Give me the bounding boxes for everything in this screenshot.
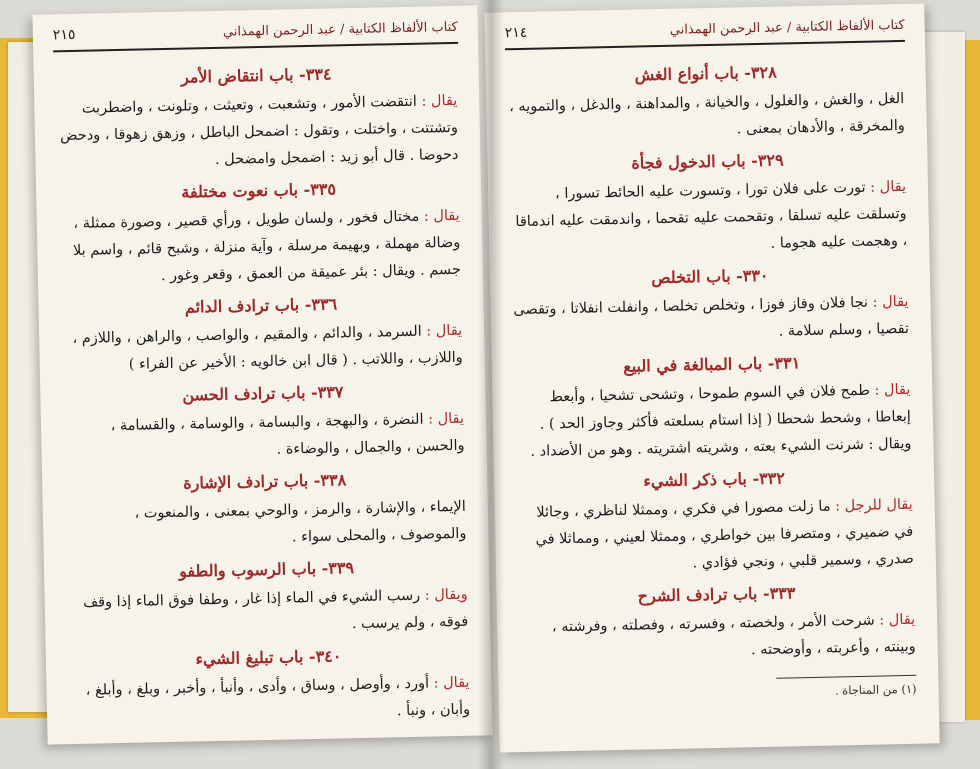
running-title: كتاب الألفاظ الكتابية / عبد الرحمن الهمذاني — [222, 19, 458, 40]
right-page-body — [507, 52, 917, 732]
section-body: النضرة ، والبهجة ، والبسامة ، والوسامة ، والقسامة ، والحسن ، والجمال ، والوضاءة . — [110, 411, 465, 458]
section-text — [519, 607, 916, 669]
left-page-body — [55, 54, 470, 724]
section-text — [517, 492, 915, 581]
section-body: مختال فخور ، ولسان طويل ، ورأي قصير ، وصورة ممثلة ، وضالة مهملة ، وبهيمة مرسلة ، وآية منزلة ، وشبح قائم ، واسم بلا جسم . ويقال : بئر عميقة من العمق ، وقعر وغور . — [72, 208, 462, 285]
section-title: ٣٣٢- باب ذكر الشيء — [643, 468, 786, 491]
section-title: ٣٤٠- باب تبليغ الشيء — [195, 646, 342, 669]
footnote-rule — [776, 675, 916, 679]
left-page — [32, 5, 492, 744]
section-lead: يقال : — [870, 178, 907, 196]
section — [516, 462, 914, 581]
section — [512, 259, 910, 351]
section-body: طمح فلان في السوم طموحا ، وتشحى تشحيا ، وأبعط إبعاطا ، وشحط شحطا ( إذا استام بسلعته فأكثر وجاوز الحد ) . ويقال : شرنت الشيء بعته ، وشريته اشتريته . وهو من الأضداد . — [530, 382, 912, 460]
section — [60, 288, 463, 380]
section-body: الإيماء ، والإشارة ، والرمز ، والوحي بمعنى ، والمنعوت ، والموصوف ، والمحلى سواء . — [134, 498, 467, 546]
section-lead: يقال : — [879, 611, 916, 629]
section-text — [514, 377, 912, 466]
right-page — [484, 3, 939, 752]
section-lead: يقال : — [427, 410, 465, 428]
section-lead: يقال : — [433, 674, 470, 692]
section-title: ٣٢٨- باب أنواع الغش — [634, 62, 777, 85]
section-lead: يقال : — [421, 92, 458, 110]
section-text — [61, 318, 463, 380]
left-page-header — [53, 16, 458, 46]
section-text — [59, 203, 462, 292]
section-title: ٣٣٣- باب ترادف الشرح — [637, 583, 796, 606]
section-body: السرمد ، والدائم ، والمقيم ، والواصب ، والراهن ، واللازم ، واللازب ، واللاتب . ( قال ابن خالويه : الأخير عن الفراء ) — [72, 323, 463, 373]
section-title: ٣٢٩- باب الدخول فجأة — [631, 150, 784, 173]
section-title: ٣٣٦- باب ترادف الدائم — [184, 294, 338, 317]
section — [55, 58, 458, 177]
book-gutter — [478, 0, 504, 769]
section-body: تورت على فلان تورا ، وتسورت عليه الحائط تسورا ، وتسلقت عليه تسلقا ، وتقحمت عليه تقحما ، واندمقت عليه اندماقا ، وهجمت عليه هجوما . — [515, 179, 908, 252]
section-title: ٣٣١- باب المبالغة في البيع — [623, 353, 801, 376]
section — [68, 640, 471, 732]
section-lead: يقال : — [872, 293, 909, 311]
section-body: انتقضت الأمور ، وتشعبت ، وتعيثت ، وتلونت ، واضطربت وتشتتت ، واختلت ، وتقول : اضمحل الباطل ، وزهق زهوقا ، ودحض دحوضا . قال أبو زيد : اضمحل وامضحل . — [59, 93, 459, 168]
section-text — [508, 86, 905, 148]
footnote: (١) من المناجاة . — [834, 681, 917, 698]
section-title: ٣٣٨- باب ترادف الإشارة — [183, 470, 347, 493]
section-text — [510, 174, 908, 263]
section-body: ما زلت مصورا في فكري ، وممثلا لناظري ، وجائلا في ضميري ، ومتصرفا بين خواطري ، وممثلا لعيني ، ومماثلا في صدري ، وسمير قلبي ، ونجي فؤادي . — [535, 498, 914, 572]
section-body: أورد ، وأوصل ، وساق ، وأدى ، وأنبأ ، وأخبر ، وبلغ ، وأبلغ ، وأبان ، ونبأ . — [85, 675, 471, 720]
section-title: ٣٣٧- باب ترادف الحسن — [182, 382, 344, 405]
running-title: كتاب الألفاظ الكتابية / عبد الرحمن الهمذاني — [669, 17, 905, 38]
section-body: نجا فلان وفاز فوزا ، وتخلص تخلصا ، وانفلت انفلاتا ، وتقصى تقصيا ، وسلم سلامة . — [513, 294, 910, 340]
right-page-header — [505, 14, 905, 44]
section-title: ٣٣٥- باب نعوت مختلفة — [181, 179, 337, 202]
section — [66, 552, 469, 644]
section-text — [56, 88, 459, 177]
section-body: شرحت الأمر ، ولخصته ، وفسرته ، وفصلته ، وفرشته ، وبينته ، وأعربته ، وأوضحته . — [551, 612, 916, 659]
section-body: الغل ، والغش ، والغلول ، والخيانة ، والمداهنة ، والدغل ، والتمويه ، والمخرقة ، والأدهان بمعنى . — [508, 90, 905, 138]
section — [64, 464, 467, 556]
section-title: ٣٣٩- باب الرسوب والطفو — [178, 558, 355, 581]
section-text — [512, 289, 909, 351]
section-text — [68, 670, 470, 732]
section-text — [65, 494, 467, 556]
section-lead: يقال : — [423, 207, 460, 225]
section — [518, 577, 916, 669]
section — [58, 173, 461, 292]
section — [513, 347, 911, 466]
page-number: ٢١٤ — [504, 24, 528, 42]
page-number: ٢١٥ — [52, 26, 76, 44]
section-lead: يقال للرجل : — [834, 496, 913, 515]
section — [62, 376, 465, 468]
section-lead: ويقال : — [424, 586, 468, 604]
section — [509, 144, 907, 263]
section-lead: يقال : — [426, 322, 463, 340]
section-body: رسب الشيء في الماء إذا غار ، وطفا فوق الماء إذا وقف فوقه ، ولم يرسب . — [82, 587, 469, 633]
section-title: ٣٣٠- باب التخلص — [651, 265, 769, 288]
section-title: ٣٣٤- باب انتقاض الأمر — [180, 64, 332, 87]
section-text — [66, 582, 468, 644]
section-text — [63, 406, 465, 468]
section-lead: يقال : — [874, 381, 911, 399]
section — [507, 56, 905, 148]
